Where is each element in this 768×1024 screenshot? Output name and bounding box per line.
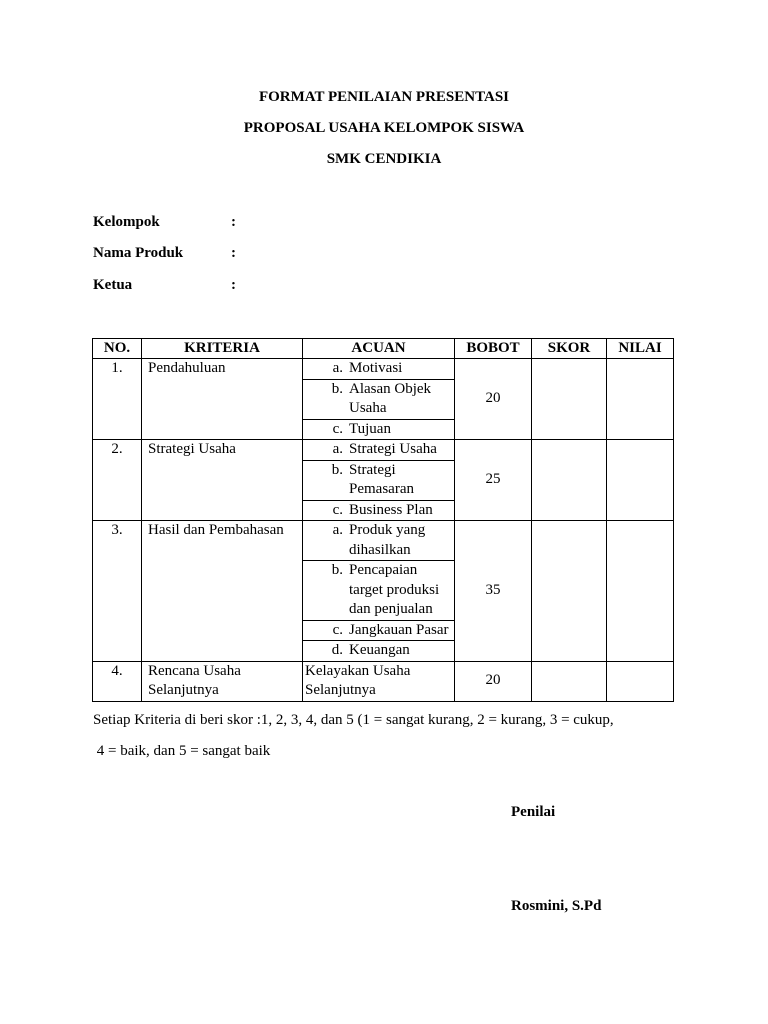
table-row bbox=[93, 521, 674, 561]
header-nilai: NILAI bbox=[607, 339, 674, 359]
title-line-1: FORMAT PENILAIAN PRESENTASI bbox=[258, 89, 510, 105]
row-no: 4. bbox=[93, 661, 142, 701]
signature-name: Rosmini, S.Pd bbox=[511, 898, 602, 914]
table-header-row bbox=[93, 339, 674, 359]
acuan-letter: c. bbox=[332, 621, 343, 638]
acuan-cell bbox=[303, 419, 455, 440]
acuan-text: Pencapaian target produksi dan penjualan bbox=[349, 562, 440, 617]
row-kriteria: Rencana Usaha Selanjutnya bbox=[142, 661, 303, 701]
acuan-cell bbox=[303, 379, 455, 419]
acuan-text: Motivasi bbox=[349, 360, 403, 376]
scoring-note-line-1: Setiap Kriteria di beri skor :1, 2, 3, 4, dan 5 (1 = sangat kurang, 2 = kurang, 3 = cukup, bbox=[93, 712, 614, 728]
acuan-text: Business Plan bbox=[349, 501, 433, 518]
row-no: 3. bbox=[93, 521, 142, 662]
acuan-letter: a. bbox=[332, 441, 343, 457]
row-bobot: 20 bbox=[455, 359, 532, 440]
row-bobot: 25 bbox=[455, 440, 532, 521]
title-line-3: SMK CENDIKIA bbox=[326, 151, 442, 167]
header-skor: SKOR bbox=[532, 339, 607, 359]
acuan-cell bbox=[303, 440, 455, 461]
field-label-ketua: Ketua bbox=[93, 277, 133, 293]
acuan-text: Jangkauan Pasar bbox=[349, 621, 449, 638]
signature-role: Penilai bbox=[511, 804, 556, 820]
acuan-cell bbox=[303, 620, 455, 641]
field-colon-kelompok: : bbox=[231, 214, 236, 230]
acuan-plain: Kelayakan Usaha Selanjutnya bbox=[303, 661, 455, 701]
acuan-text: Strategi Pemasaran bbox=[349, 461, 414, 497]
acuan-text: Strategi Usaha bbox=[349, 441, 437, 457]
acuan-letter: a. bbox=[332, 360, 343, 376]
header-no: NO. bbox=[93, 339, 142, 359]
title-line-2: PROPOSAL USAHA KELOMPOK SISWA bbox=[243, 120, 525, 136]
acuan-cell bbox=[303, 500, 455, 521]
row-no: 1. bbox=[93, 359, 142, 440]
nilai-cell[interactable] bbox=[607, 661, 674, 701]
acuan-cell bbox=[303, 460, 455, 500]
nilai-cell[interactable] bbox=[607, 440, 674, 521]
acuan-text: Tujuan bbox=[349, 420, 391, 437]
skor-cell[interactable] bbox=[532, 359, 607, 440]
field-colon-ketua: : bbox=[231, 277, 236, 293]
skor-cell[interactable] bbox=[532, 440, 607, 521]
row-bobot: 20 bbox=[455, 661, 532, 701]
acuan-letter: b. bbox=[331, 562, 343, 578]
row-bobot: 35 bbox=[455, 521, 532, 662]
acuan-letter: c. bbox=[332, 420, 343, 437]
row-kriteria: Hasil dan Pembahasan bbox=[142, 521, 303, 662]
acuan-text: Alasan Objek Usaha bbox=[349, 380, 432, 416]
skor-cell[interactable] bbox=[532, 661, 607, 701]
table-row bbox=[93, 359, 674, 380]
acuan-cell bbox=[303, 359, 455, 380]
row-kriteria: Pendahuluan bbox=[142, 359, 303, 440]
table-row bbox=[93, 661, 674, 701]
acuan-cell bbox=[303, 521, 455, 561]
acuan-letter: b. bbox=[331, 380, 343, 397]
table-row bbox=[93, 440, 674, 461]
field-label-nama-produk: Nama Produk bbox=[93, 245, 184, 261]
field-label-kelompok: Kelompok bbox=[93, 214, 160, 230]
header-kriteria: KRITERIA bbox=[142, 339, 303, 359]
nilai-cell[interactable] bbox=[607, 521, 674, 662]
assessment-table bbox=[92, 338, 674, 702]
skor-cell[interactable] bbox=[532, 521, 607, 662]
acuan-text: Keuangan bbox=[349, 642, 410, 658]
acuan-letter: b. bbox=[331, 461, 343, 478]
field-colon-nama-produk: : bbox=[231, 245, 236, 261]
acuan-cell bbox=[303, 561, 455, 621]
nilai-cell[interactable] bbox=[607, 359, 674, 440]
acuan-letter: c. bbox=[332, 501, 343, 518]
acuan-text: Produk yang dihasilkan bbox=[349, 522, 426, 558]
acuan-letter: a. bbox=[332, 522, 343, 538]
row-no: 2. bbox=[93, 440, 142, 521]
header-bobot: BOBOT bbox=[455, 339, 532, 359]
acuan-letter: d. bbox=[331, 642, 343, 658]
scoring-note-line-2: 4 = baik, dan 5 = sangat baik bbox=[93, 743, 271, 759]
acuan-cell bbox=[303, 641, 455, 662]
row-kriteria: Strategi Usaha bbox=[142, 440, 303, 521]
header-acuan: ACUAN bbox=[303, 339, 455, 359]
